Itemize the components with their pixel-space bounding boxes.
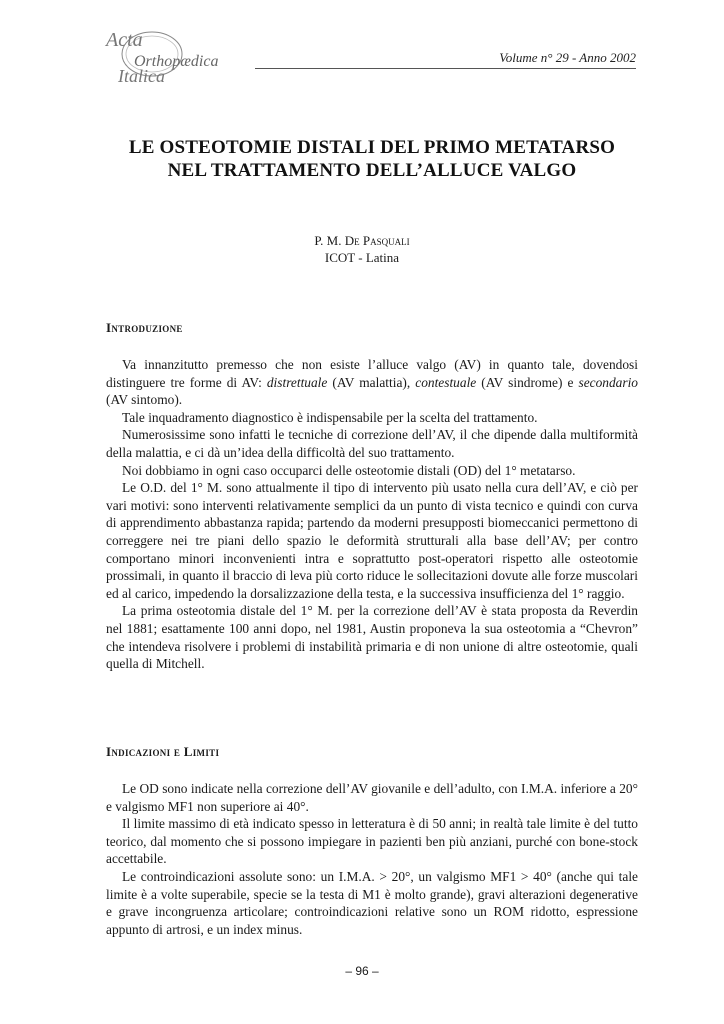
paragraph: Tale inquadramento diagnostico è indispensabile per la scelta del trattamento. xyxy=(122,409,538,425)
text-run: (AV malattia), xyxy=(327,374,416,390)
logo-word-orthopaedica: Orthopædica xyxy=(134,53,219,70)
paragraph: La prima osteotomia distale del 1° M. per la correzione dell’AV è stata proposta da Reverdin nel 1881; esattamente 100 anni dopo, nel 1981, Austin proponeva la sua osteotomia a “Chevron” che intendeva risolvere i problemi di instabilità primaria e di non unione di altre osteotomie, quali quella di Mitchell. xyxy=(106,603,638,672)
logo-word-italica: Italica xyxy=(118,66,165,86)
paper-title xyxy=(90,136,654,182)
author-surname: De Pasquali xyxy=(344,233,410,248)
text-run: (AV sintomo). xyxy=(106,392,183,408)
paragraph: Numerosissime sono infatti le tecniche di correzione dell’AV, il che dipende dalla multiformità della malattia, e ci dà un’idea della difficoltà del suo trattamento. xyxy=(106,427,638,460)
author-initials: P. M. xyxy=(314,233,345,248)
paragraph: Le OD sono indicate nella correzione dell’AV giovanile e dell’adulto, con I.M.A. inferiore a 20° e valgismo MF1 non superiore ai 40°. xyxy=(106,781,638,814)
text-run: Va innanzitutto premesso che non esiste l’alluce valgo (AV) in quanto tale, dovendosi distinguere tre forme di AV: xyxy=(106,357,638,390)
text-run: (AV sindrome) e xyxy=(476,374,579,390)
journal-logo-graphic xyxy=(100,24,260,86)
paragraph: Noi dobbiamo in ogni caso occuparci delle osteotomie distali (OD) del 1° metatarso. xyxy=(122,462,576,478)
paper-title-line-2: NEL TRATTAMENTO DELL’ALLUCE VALGO xyxy=(167,160,577,181)
section-body-introduzione xyxy=(106,356,638,673)
section-heading-introduzione: Introduzione xyxy=(106,320,183,335)
section-heading-indicazioni: Indicazioni e Limiti xyxy=(106,744,220,759)
header-rule xyxy=(255,68,636,69)
author-block xyxy=(0,232,724,266)
paragraph: Il limite massimo di età indicato spesso in letteratura è di 50 anni; in realtà tale limite è del tutto teorico, dal momento che si possono impiegare in pazienti ben più anziani, purché con bone-stock accettabile. xyxy=(106,816,638,867)
text-run-italic: secondario xyxy=(578,374,638,390)
author-affiliation: ICOT - Latina xyxy=(324,250,400,265)
paper-title-line-1: LE OSTEOTOMIE DISTALI DEL PRIMO METATARSO xyxy=(128,137,616,158)
section-body-indicazioni xyxy=(106,780,638,938)
journal-logo xyxy=(100,24,260,86)
paragraph xyxy=(106,356,638,409)
author-name xyxy=(0,232,724,249)
text-run-italic: distrettuale xyxy=(266,374,328,390)
paragraph: Le controindicazioni assolute sono: un I.M.A. > 20°, un valgismo MF1 > 40° (anche qui tale limite è a volte superabile, specie se la testa di M1 è molto grande), gravi alterazioni degenerative e grave incongruenza articolare; controindicazioni relative sono un ROM ridotto, espressione appunto di artrosi, e un index minus. xyxy=(106,868,638,937)
volume-info: Volume n° 29 - Anno 2002 xyxy=(499,50,636,65)
paragraph: Le O.D. del 1° M. sono attualmente il tipo di intervento più usato nella cura dell’AV, e ciò per vari motivi: sono interventi relativamente semplici da un punto di vista tecnico e quindi con curva di apprendimento abbastanza rapida; partendo da moderni presupposti biomeccanici permettono di correggere nei tre piani dello spazio le deformità strutturali alla base dell’AV; per contro comportano minori inconvenienti intra e soprattutto post-operatori rispetto alle osteotomie prossimali, in quanto il braccio di leva più corto riduce le sollecitazioni dovute alle forze muscolari ed al carico, impedendo la dorsalizzazione della testa, e la successiva insufficienza del 1° raggio. xyxy=(106,480,638,601)
text-run-italic: contestuale xyxy=(415,374,477,390)
page-number: – 96 – xyxy=(345,964,379,978)
logo-word-acta: Acta xyxy=(106,29,143,51)
